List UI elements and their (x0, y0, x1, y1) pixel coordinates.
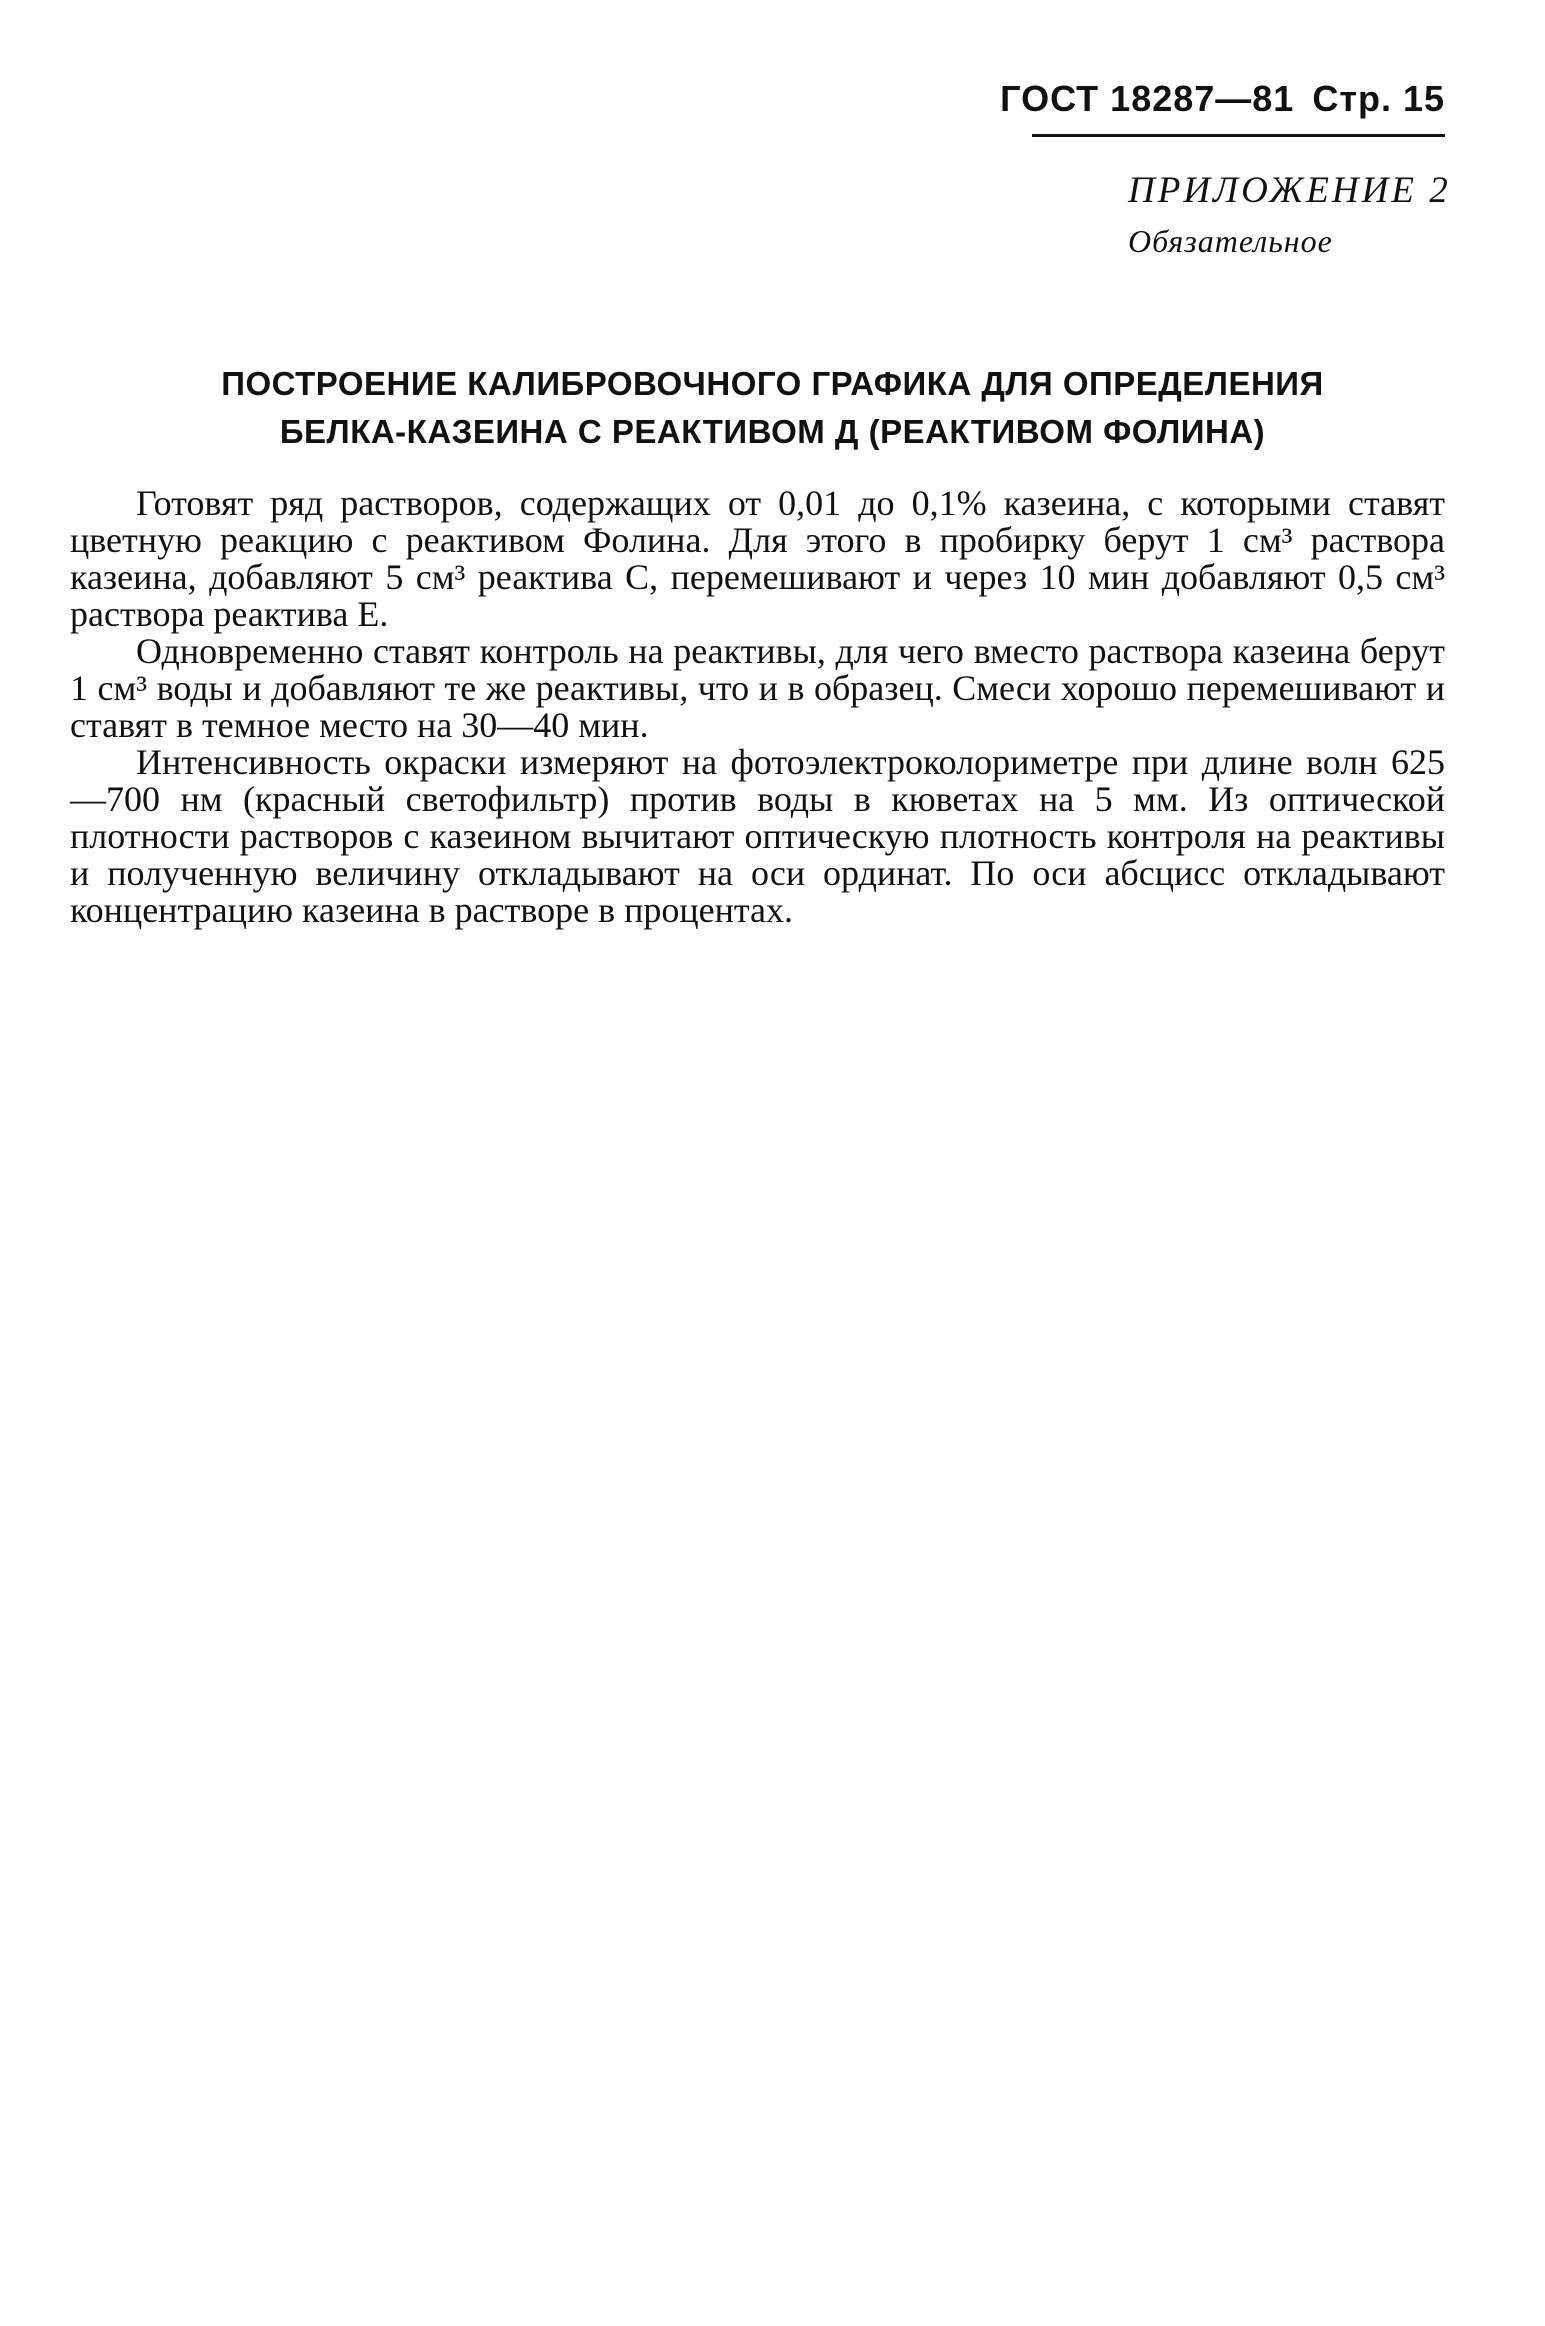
body-text (70, 485, 1445, 929)
section-title (100, 360, 1445, 456)
section-title-line-2: БЕЛКА-КАЗЕИНА С РЕАКТИВОМ Д (РЕАКТИВОМ ФОЛИНА) (279, 413, 1266, 450)
appendix-block (1128, 166, 1451, 266)
paragraph-control: Одновременно ставят контроль на реактивы, для чего вместо раствора казеина берут 1 см³ воды и добавляют те же реактивы, что и в образец. Смеси хорошо перемешивают и ставят в темное место на 30—40 мин. (70, 631, 1445, 745)
section-title-line-1: ПОСТРОЕНИЕ КАЛИБРОВОЧНОГО ГРАФИКА ДЛЯ ОПРЕДЕЛЕНИЯ (221, 365, 1324, 402)
paragraph-preparation: Готовят ряд растворов, содержащих от 0,01 до 0,1% казеина, с которыми ставят цветную реакцию с реактивом Фолина. Для этого в пробирку берут 1 см³ раствора казеина, добавляют 5 см³ реактива С, перемешивают и через 10 мин добавляют 0,5 см³ раствора реактива Е. (70, 483, 1445, 634)
standard-number: ГОСТ 18287—81 (1000, 78, 1295, 119)
appendix-label: ПРИЛОЖЕНИЕ 2 (1128, 170, 1451, 211)
running-header (1000, 78, 1445, 120)
paragraph-measurement: Интенсивность окраски измеряют на фотоэлектроколориметре при длине волн 625—700 нм (красный светофильтр) против воды в кюветах на 5 мм. Из оптической плотности растворов с казеином вычитают оптическую плотность контроля на реактивы и полученную величину откладывают на оси ординат. По оси абсцисс откладывают концентрацию казеина в растворе в процентах. (70, 742, 1445, 930)
page-reference: Стр. 15 (1312, 78, 1445, 119)
appendix-status: Обязательное (1128, 223, 1333, 259)
header-rule (1032, 134, 1445, 137)
